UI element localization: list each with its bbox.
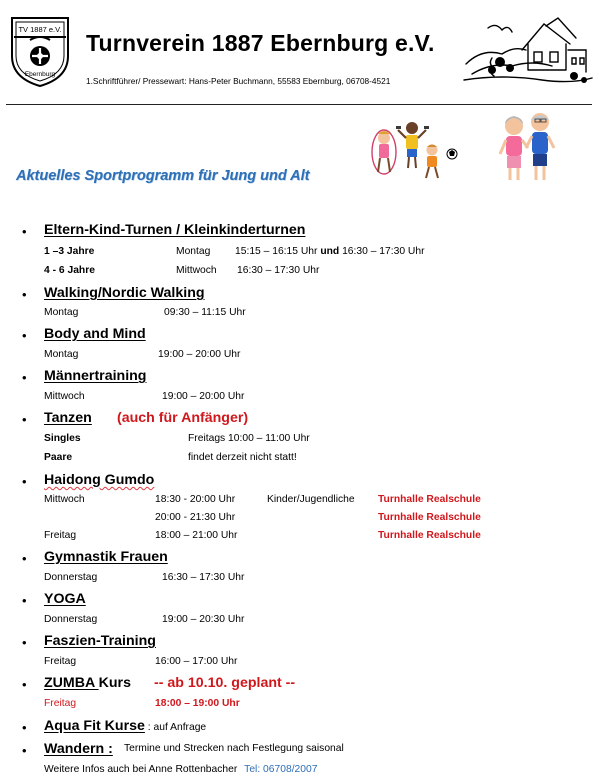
day-text: Montag bbox=[176, 246, 211, 257]
time-text: 18:00 – 21:00 Uhr bbox=[155, 530, 238, 541]
bullet: • bbox=[22, 370, 27, 385]
program-subtitle: Aktuelles Sportprogramm für Jung und Alt bbox=[16, 168, 310, 184]
section-title-body-mind: Body and Mind bbox=[44, 326, 146, 342]
section-title-walking: Walking/Nordic Walking bbox=[44, 285, 205, 301]
section-title-aqua bbox=[44, 718, 206, 734]
age-label: 4 - 6 Jahre bbox=[44, 265, 95, 276]
contact-phone: Tel: 06708/2007 bbox=[244, 764, 318, 775]
contact-line: 1.Schriftführer/ Pressewart: Hans-Peter Buchmann, 55583 Ebernburg, 06708-4521 bbox=[86, 76, 391, 86]
section-title-haidong bbox=[44, 472, 154, 488]
seniors-couple-icon bbox=[496, 108, 560, 184]
logo-bottom-text: Ebernburg bbox=[24, 71, 56, 78]
day-text: Freitag bbox=[44, 656, 77, 667]
time-text: 19:00 – 20:00 Uhr bbox=[158, 349, 241, 360]
time-text: 18:30 - 20:00 Uhr bbox=[155, 494, 236, 505]
time-text: 16:00 – 17:00 Uhr bbox=[155, 656, 238, 667]
day-text: Donnerstag bbox=[44, 572, 98, 583]
bullet: • bbox=[22, 412, 27, 427]
section-title-haidong-text: Haidong Gumdo bbox=[44, 472, 155, 488]
castle-sketch-icon bbox=[462, 14, 594, 88]
time-text: 19:00 – 20:00 Uhr bbox=[162, 391, 245, 402]
day-text: Montag bbox=[44, 349, 79, 360]
section-title-tanzen: Tanzen bbox=[44, 410, 92, 426]
bullet: • bbox=[22, 328, 27, 343]
group-text: Kinder/Jugendliche bbox=[267, 494, 355, 505]
day-text: Freitag bbox=[44, 698, 77, 709]
bullet: • bbox=[22, 474, 27, 489]
club-logo bbox=[8, 12, 72, 88]
day-text: Mittwoch bbox=[44, 494, 85, 505]
section-title-eltern-kind bbox=[44, 222, 305, 238]
schedule-text: Freitags 10:00 – 11:00 Uhr bbox=[188, 433, 310, 444]
bullet: • bbox=[22, 635, 27, 650]
club-logo-icon bbox=[8, 12, 72, 88]
bullet: • bbox=[22, 551, 27, 566]
bullet: • bbox=[22, 287, 27, 302]
day-text: Mittwoch bbox=[176, 265, 217, 276]
day-text: Freitag bbox=[44, 530, 77, 541]
day-text: Montag bbox=[44, 307, 79, 318]
location-text: Turnhalle Realschule bbox=[378, 512, 481, 523]
schedule-text: findet derzeit nicht statt! bbox=[188, 452, 297, 463]
section-title-gymnastik: Gymnastik Frauen bbox=[44, 549, 168, 565]
time-text: 16:30 – 17:30 Uhr bbox=[237, 265, 320, 276]
section-title-yoga: YOGA bbox=[44, 591, 86, 607]
kids-illustration bbox=[368, 116, 462, 184]
group-label: Singles bbox=[44, 433, 81, 444]
time-joiner: und bbox=[320, 246, 340, 257]
time-text: 16:30 – 17:30 Uhr bbox=[162, 572, 245, 583]
section-title-wandern: Wandern : bbox=[44, 741, 113, 757]
section-title-eltern-kind-text: Eltern-Kind-Turnen / Kleinkinderturnen bbox=[44, 222, 306, 238]
day-text: Mittwoch bbox=[44, 391, 85, 402]
time-text: 18:00 – 19:00 Uhr bbox=[155, 698, 240, 709]
contact-info-text: Weitere Infos auch bei Anne Rottenbacher bbox=[44, 764, 238, 775]
aqua-suffix: : auf Anfrage bbox=[144, 722, 207, 733]
day-text: Donnerstag bbox=[44, 614, 98, 625]
location-text: Turnhalle Realschule bbox=[378, 530, 481, 541]
bullet: • bbox=[22, 677, 27, 692]
section-title-aqua-text: Aqua Fit Kurse bbox=[44, 718, 145, 734]
castle-sketch bbox=[462, 14, 594, 88]
bullet: • bbox=[22, 593, 27, 608]
bullet: • bbox=[22, 743, 27, 758]
section-title-zumba bbox=[44, 675, 131, 691]
tanzen-note: (auch für Anfänger) bbox=[117, 410, 249, 426]
logo-top-text: TV 1887 e.V. bbox=[18, 25, 62, 34]
section-title-faszien: Faszien-Training bbox=[44, 633, 156, 649]
bullet: • bbox=[22, 720, 27, 735]
seniors-illustration bbox=[496, 108, 560, 184]
contact-info bbox=[44, 764, 317, 775]
time-text-2: 16:30 – 17:30 Uhr bbox=[342, 246, 425, 257]
zumba-note: -- ab 10.10. geplant -- bbox=[154, 675, 296, 691]
location-text: Turnhalle Realschule bbox=[378, 494, 481, 505]
time-text: 20:00 - 21:30 Uhr bbox=[155, 512, 236, 523]
kids-playing-icon bbox=[368, 116, 462, 184]
group-label: Paare bbox=[44, 452, 73, 463]
header-divider bbox=[6, 104, 592, 105]
time-text: 09:30 – 11:15 Uhr bbox=[164, 307, 246, 318]
age-label: 1 –3 Jahre bbox=[44, 246, 95, 257]
section-title-zumba-u: ZUMBA bbox=[44, 675, 99, 691]
time-text-1: 15:15 – 16:15 Uhr bbox=[235, 246, 318, 257]
wandern-suffix: Termine und Strecken nach Festlegung saisonal bbox=[124, 743, 344, 754]
section-title-maenner: Männertraining bbox=[44, 368, 147, 384]
time-text: 19:00 – 20:30 Uhr bbox=[162, 614, 245, 625]
club-title: Turnverein 1887 Ebernburg e.V. bbox=[86, 30, 435, 56]
section-title-zumba-rest: Kurs bbox=[98, 675, 131, 691]
time-text bbox=[235, 246, 425, 257]
bullet: • bbox=[22, 224, 27, 239]
